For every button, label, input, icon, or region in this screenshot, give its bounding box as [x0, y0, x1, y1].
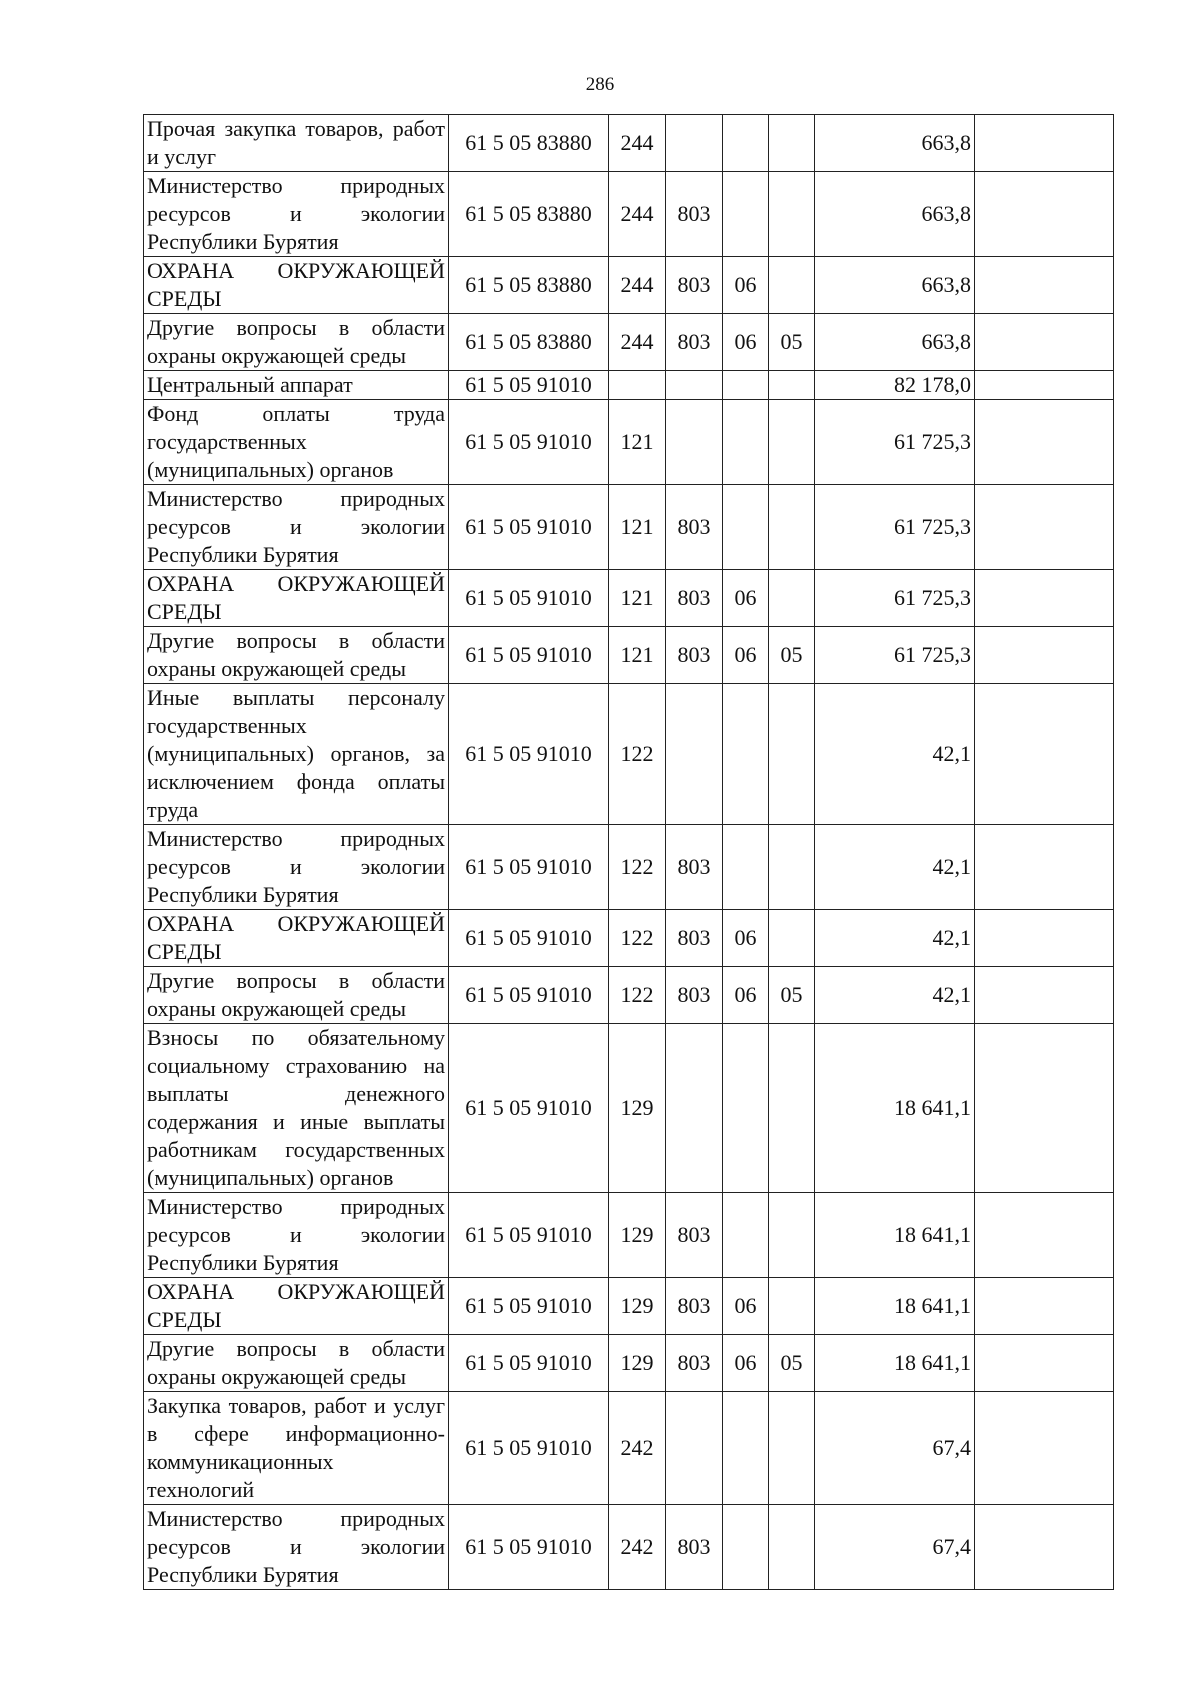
target-article-cell: 61 5 05 91010 [449, 1024, 609, 1193]
row-name-cell: Министерство природных ресурсов и экологии Республики Бурятия [144, 172, 449, 257]
expense-type-cell: 242 [609, 1392, 666, 1505]
amount-cell: 663,8 [815, 115, 975, 172]
ministry-code-cell: 803 [666, 1193, 723, 1278]
table-row [144, 1278, 1114, 1335]
subsection-cell: 05 [769, 1335, 815, 1392]
extra-cell [975, 967, 1114, 1024]
row-name-cell: ОХРАНА ОКРУЖАЮЩЕЙ СРЕДЫ [144, 570, 449, 627]
expense-type-cell: 122 [609, 825, 666, 910]
row-name-cell: Другие вопросы в области охраны окружающей среды [144, 967, 449, 1024]
subsection-cell [769, 1392, 815, 1505]
section-cell [723, 115, 769, 172]
expense-type-cell: 244 [609, 172, 666, 257]
section-cell: 06 [723, 257, 769, 314]
section-cell [723, 684, 769, 825]
target-article-cell: 61 5 05 83880 [449, 257, 609, 314]
table-row [144, 172, 1114, 257]
target-article-cell: 61 5 05 91010 [449, 1505, 609, 1590]
section-cell: 06 [723, 570, 769, 627]
extra-cell [975, 910, 1114, 967]
table-row [144, 485, 1114, 570]
budget-table [143, 114, 1114, 1590]
section-cell: 06 [723, 314, 769, 371]
extra-cell [975, 1335, 1114, 1392]
table-row [144, 1335, 1114, 1392]
amount-cell: 663,8 [815, 314, 975, 371]
table-row [144, 115, 1114, 172]
extra-cell [975, 1024, 1114, 1193]
ministry-code-cell [666, 1392, 723, 1505]
subsection-cell [769, 910, 815, 967]
subsection-cell [769, 115, 815, 172]
target-article-cell: 61 5 05 91010 [449, 684, 609, 825]
target-article-cell: 61 5 05 91010 [449, 400, 609, 485]
subsection-cell [769, 371, 815, 400]
amount-cell: 663,8 [815, 172, 975, 257]
subsection-cell [769, 1505, 815, 1590]
section-cell [723, 485, 769, 570]
target-article-cell: 61 5 05 91010 [449, 485, 609, 570]
ministry-code-cell: 803 [666, 172, 723, 257]
expense-type-cell: 129 [609, 1193, 666, 1278]
target-article-cell: 61 5 05 91010 [449, 910, 609, 967]
row-name-cell: Министерство природных ресурсов и экологии Республики Бурятия [144, 1505, 449, 1590]
table-row [144, 1505, 1114, 1590]
extra-cell [975, 485, 1114, 570]
row-name-cell: ОХРАНА ОКРУЖАЮЩЕЙ СРЕДЫ [144, 257, 449, 314]
amount-cell: 42,1 [815, 967, 975, 1024]
amount-cell: 663,8 [815, 257, 975, 314]
row-name-cell: Взносы по обязательному социальному страхованию на выплаты денежного содержания и иные выплаты работникам государственных (муниципальных) органов [144, 1024, 449, 1193]
ministry-code-cell: 803 [666, 967, 723, 1024]
row-name-cell: Прочая закупка товаров, работ и услуг [144, 115, 449, 172]
target-article-cell: 61 5 05 91010 [449, 1392, 609, 1505]
table-row [144, 967, 1114, 1024]
subsection-cell [769, 1278, 815, 1335]
amount-cell: 67,4 [815, 1392, 975, 1505]
expense-type-cell: 244 [609, 314, 666, 371]
row-name-cell: Министерство природных ресурсов и экологии Республики Бурятия [144, 1193, 449, 1278]
subsection-cell: 05 [769, 627, 815, 684]
expense-type-cell: 122 [609, 967, 666, 1024]
expense-type-cell [609, 371, 666, 400]
target-article-cell: 61 5 05 91010 [449, 1193, 609, 1278]
target-article-cell: 61 5 05 91010 [449, 825, 609, 910]
subsection-cell [769, 570, 815, 627]
subsection-cell [769, 1024, 815, 1193]
ministry-code-cell: 803 [666, 485, 723, 570]
row-name-cell: Другие вопросы в области охраны окружающей среды [144, 1335, 449, 1392]
table-row [144, 400, 1114, 485]
ministry-code-cell [666, 115, 723, 172]
expense-type-cell: 121 [609, 570, 666, 627]
table-row [144, 314, 1114, 371]
section-cell [723, 1392, 769, 1505]
amount-cell: 82 178,0 [815, 371, 975, 400]
table-row [144, 1392, 1114, 1505]
row-name-cell: Закупка товаров, работ и услуг в сфере информационно-коммуникационных технологий [144, 1392, 449, 1505]
target-article-cell: 61 5 05 91010 [449, 1278, 609, 1335]
amount-cell: 61 725,3 [815, 570, 975, 627]
ministry-code-cell: 803 [666, 314, 723, 371]
expense-type-cell: 122 [609, 910, 666, 967]
target-article-cell: 61 5 05 83880 [449, 314, 609, 371]
target-article-cell: 61 5 05 91010 [449, 371, 609, 400]
target-article-cell: 61 5 05 91010 [449, 570, 609, 627]
table-row [144, 684, 1114, 825]
amount-cell: 18 641,1 [815, 1278, 975, 1335]
ministry-code-cell [666, 371, 723, 400]
table-row [144, 825, 1114, 910]
subsection-cell [769, 825, 815, 910]
table-row [144, 570, 1114, 627]
section-cell: 06 [723, 910, 769, 967]
extra-cell [975, 570, 1114, 627]
table-row [144, 257, 1114, 314]
extra-cell [975, 627, 1114, 684]
extra-cell [975, 1505, 1114, 1590]
subsection-cell: 05 [769, 314, 815, 371]
target-article-cell: 61 5 05 83880 [449, 172, 609, 257]
section-cell [723, 1505, 769, 1590]
extra-cell [975, 1193, 1114, 1278]
ministry-code-cell: 803 [666, 910, 723, 967]
row-name-cell: Министерство природных ресурсов и экологии Республики Бурятия [144, 485, 449, 570]
amount-cell: 61 725,3 [815, 627, 975, 684]
ministry-code-cell: 803 [666, 257, 723, 314]
expense-type-cell: 129 [609, 1335, 666, 1392]
section-cell: 06 [723, 627, 769, 684]
expense-type-cell: 129 [609, 1278, 666, 1335]
expense-type-cell: 129 [609, 1024, 666, 1193]
row-name-cell: Иные выплаты персоналу государственных (муниципальных) органов, за исключением фонда оплаты труда [144, 684, 449, 825]
section-cell [723, 1193, 769, 1278]
expense-type-cell: 244 [609, 115, 666, 172]
amount-cell: 42,1 [815, 910, 975, 967]
row-name-cell: Другие вопросы в области охраны окружающей среды [144, 627, 449, 684]
extra-cell [975, 825, 1114, 910]
row-name-cell: Министерство природных ресурсов и экологии Республики Бурятия [144, 825, 449, 910]
expense-type-cell: 121 [609, 485, 666, 570]
amount-cell: 61 725,3 [815, 485, 975, 570]
extra-cell [975, 172, 1114, 257]
extra-cell [975, 1392, 1114, 1505]
expense-type-cell: 121 [609, 627, 666, 684]
ministry-code-cell: 803 [666, 570, 723, 627]
row-name-cell: Другие вопросы в области охраны окружающей среды [144, 314, 449, 371]
subsection-cell [769, 684, 815, 825]
amount-cell: 18 641,1 [815, 1335, 975, 1392]
amount-cell: 61 725,3 [815, 400, 975, 485]
extra-cell [975, 371, 1114, 400]
row-name-cell: ОХРАНА ОКРУЖАЮЩЕЙ СРЕДЫ [144, 1278, 449, 1335]
target-article-cell: 61 5 05 91010 [449, 967, 609, 1024]
table-row [144, 371, 1114, 400]
extra-cell [975, 115, 1114, 172]
section-cell: 06 [723, 1335, 769, 1392]
ministry-code-cell [666, 1024, 723, 1193]
subsection-cell [769, 257, 815, 314]
row-name-cell: ОХРАНА ОКРУЖАЮЩЕЙ СРЕДЫ [144, 910, 449, 967]
ministry-code-cell: 803 [666, 1278, 723, 1335]
page-number: 286 [585, 74, 615, 95]
subsection-cell [769, 485, 815, 570]
section-cell: 06 [723, 967, 769, 1024]
section-cell [723, 371, 769, 400]
section-cell: 06 [723, 1278, 769, 1335]
extra-cell [975, 257, 1114, 314]
extra-cell [975, 684, 1114, 825]
ministry-code-cell [666, 400, 723, 485]
amount-cell: 18 641,1 [815, 1193, 975, 1278]
table-row [144, 910, 1114, 967]
subsection-cell: 05 [769, 967, 815, 1024]
subsection-cell [769, 172, 815, 257]
row-name-cell: Центральный аппарат [144, 371, 449, 400]
amount-cell: 42,1 [815, 684, 975, 825]
target-article-cell: 61 5 05 91010 [449, 627, 609, 684]
extra-cell [975, 314, 1114, 371]
ministry-code-cell [666, 684, 723, 825]
section-cell [723, 172, 769, 257]
row-name-cell: Фонд оплаты труда государственных (муниципальных) органов [144, 400, 449, 485]
table-row [144, 627, 1114, 684]
section-cell [723, 825, 769, 910]
target-article-cell: 61 5 05 83880 [449, 115, 609, 172]
expense-type-cell: 244 [609, 257, 666, 314]
amount-cell: 67,4 [815, 1505, 975, 1590]
section-cell [723, 400, 769, 485]
subsection-cell [769, 1193, 815, 1278]
expense-type-cell: 122 [609, 684, 666, 825]
extra-cell [975, 400, 1114, 485]
table-body [144, 115, 1114, 1590]
ministry-code-cell: 803 [666, 1505, 723, 1590]
expense-type-cell: 242 [609, 1505, 666, 1590]
ministry-code-cell: 803 [666, 825, 723, 910]
amount-cell: 18 641,1 [815, 1024, 975, 1193]
table-row [144, 1193, 1114, 1278]
amount-cell: 42,1 [815, 825, 975, 910]
ministry-code-cell: 803 [666, 627, 723, 684]
table-row [144, 1024, 1114, 1193]
section-cell [723, 1024, 769, 1193]
ministry-code-cell: 803 [666, 1335, 723, 1392]
expense-type-cell: 121 [609, 400, 666, 485]
extra-cell [975, 1278, 1114, 1335]
target-article-cell: 61 5 05 91010 [449, 1335, 609, 1392]
subsection-cell [769, 400, 815, 485]
